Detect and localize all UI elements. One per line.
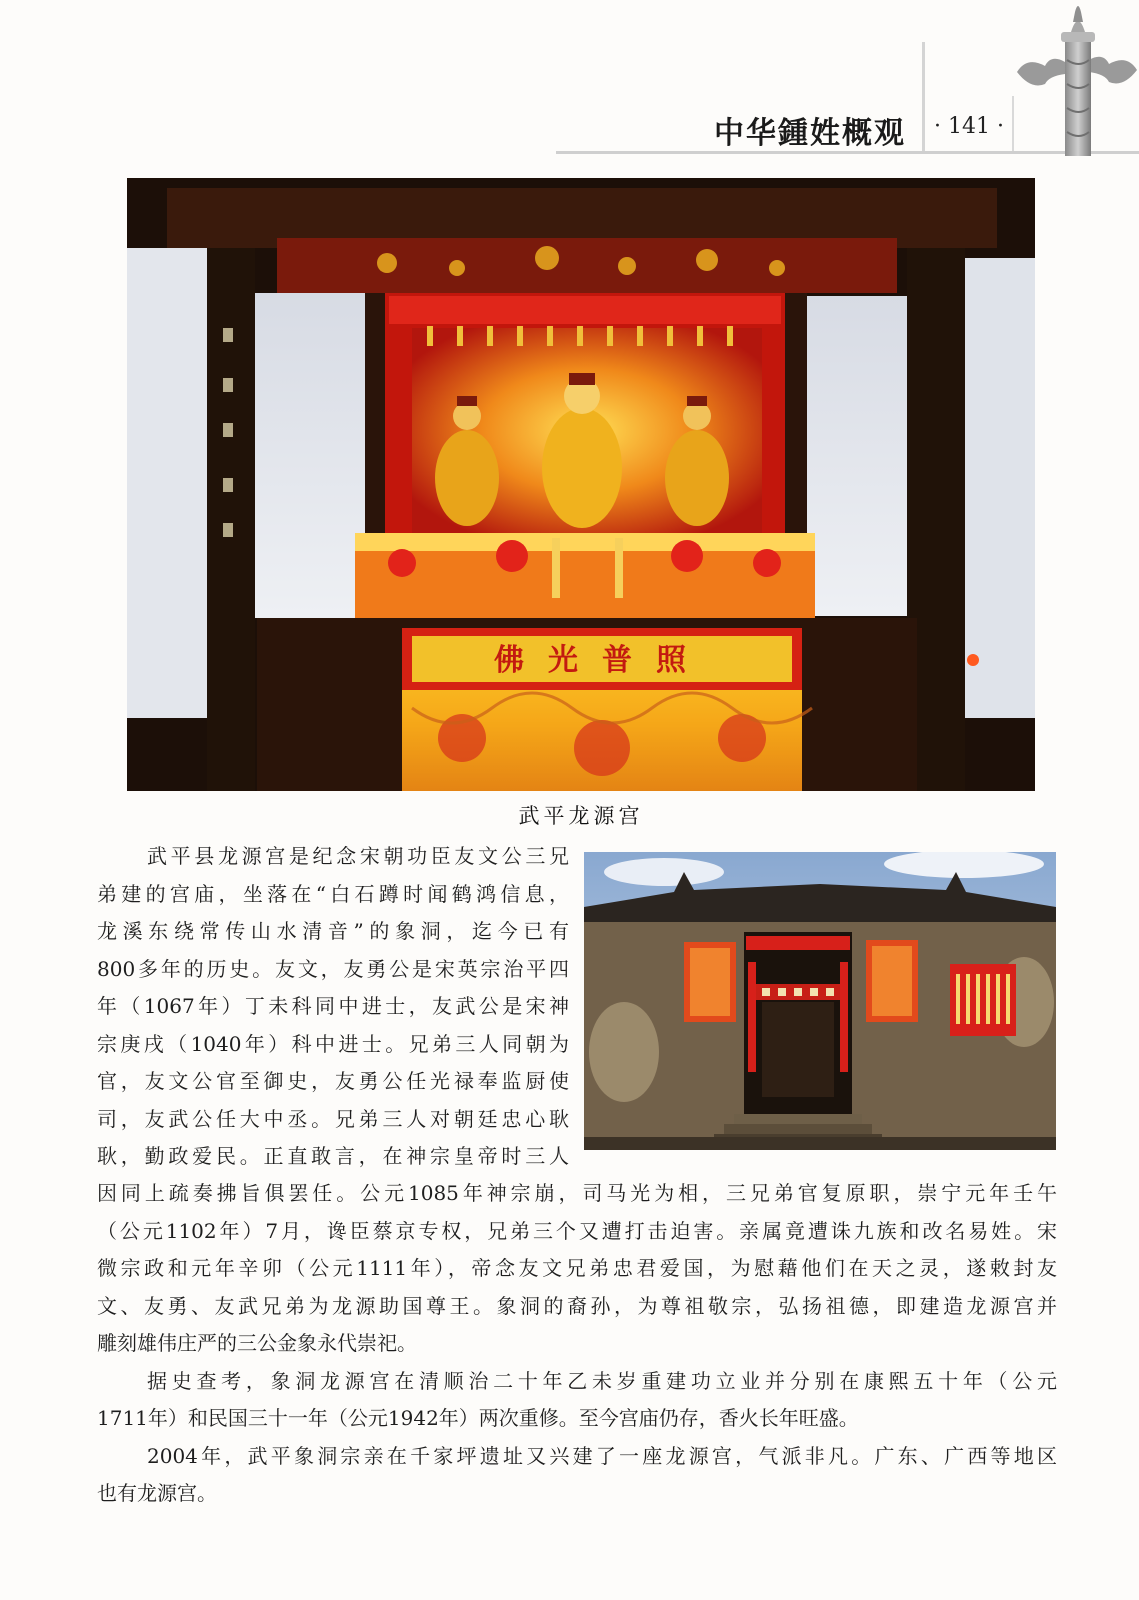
gate-illustration [584,852,1056,1150]
paragraph-2-line: 据史查考，象洞龙源宫在清顺治二十年乙未岁重建功立业并分别在康熙五十年（公元 [147,1368,1057,1393]
paragraph-2-line: 1711年）和民国三十一年（公元1942年）两次重修。至今宫庙仍存，香火长年旺盛。 [97,1406,859,1430]
text-line: 官，友文公官至御史，友勇公任光禄奉监厨使 [97,1069,569,1093]
text-line: 800多年的历史。友文，友勇公是宋英宗治平四 [97,956,569,981]
altar-cloth-text: 佛光普照 [494,643,710,678]
header-vertical-rule [922,42,925,154]
text-line: 宗庚戌（1040年）科中进士。兄弟三人同朝为 [97,1031,569,1056]
text-line: 龙溪东绕常传山水清音”的象洞，迄今已有 [97,919,569,943]
temple-altar-photo [127,178,1035,791]
text-line: 微宗政和元年辛卯（公元1111年），帝念友文兄弟忠君爱国，为慰藉他们在天之灵，遂敕封友 [97,1256,1057,1280]
text-line: 文、友勇、友武兄弟为龙源助国尊王。象洞的裔孙，为尊祖敬宗，弘扬祖德，即建造龙源宫并 [97,1293,1057,1318]
page-number: · 141 · [934,114,1004,139]
text-line: 耿，勤政爱民。正直敢言，在神宗皇帝时三人 [97,1144,569,1168]
text-line: 司，友武公任大中丞。兄弟三人对朝廷忠心耿 [97,1106,569,1131]
temple-gate-photo [584,852,1056,1150]
text-line: 年（1067年）丁未科同中进士，友武公是宋神 [97,994,569,1018]
text-line: 弟建的宫庙，坐落在“白石蹲时闻鹤鸿信息， [97,881,569,906]
figure-caption: 武平龙源宫 [518,804,644,828]
paragraph-3-line: 也有龙源宫。 [97,1481,217,1505]
article-body-narrow [97,838,569,1176]
text-line: 因同上疏奏拂旨俱罢任。公元1085年神宗崩，司马光为相，三兄弟官复原职，崇宁元年壬午 [97,1181,1057,1205]
huabiao-pillar-icon [1015,0,1139,156]
book-title: 中华鍾姓概观 [714,116,906,151]
paragraph-3-line: 2004年，武平象洞宗亲在千家坪遗址又兴建了一座龙源宫，气派非凡。广东、广西等地区 [147,1443,1057,1468]
text-line: 雕刻雄伟庄严的三公金象永代崇祀。 [97,1331,417,1355]
text-line: （公元1102年）7月，谗臣蔡京专权，兄弟三个又遭打击迫害。亲属竟遭诛九族和改名易姓。宋 [97,1218,1057,1243]
altar-illustration [127,178,1035,791]
text-line: 武平县龙源宫是纪念宋朝功臣友文公三兄 [147,844,569,868]
article-body-wide [97,1175,1057,1513]
